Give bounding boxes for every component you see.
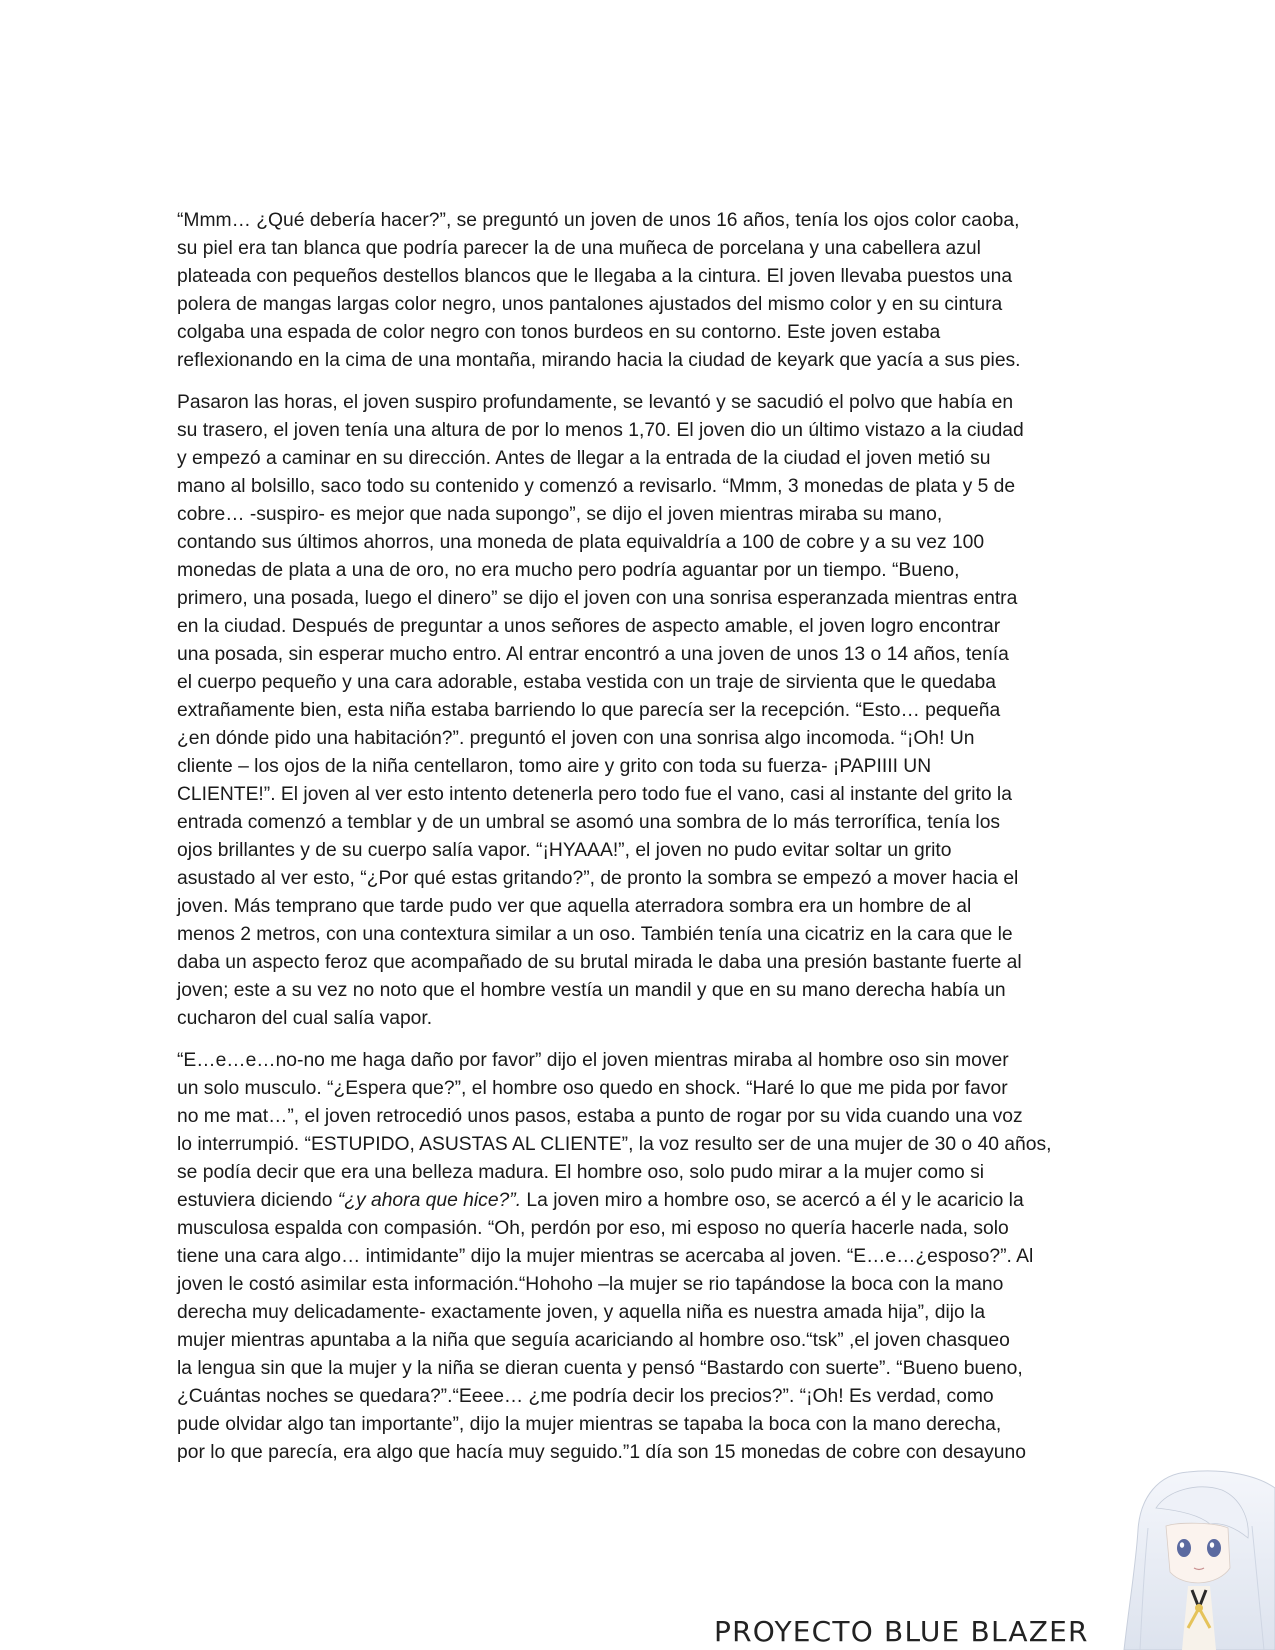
footer-brand-label: PROYECTO BLUE BLAZER (714, 1615, 1089, 1648)
text-line: entrada comenzó a temblar y de un umbral se asomó una sombra de lo más terrorífica, tenía los (177, 812, 1001, 833)
anime-girl-mascot-icon (1118, 1468, 1275, 1650)
text-line: en la ciudad. Después de preguntar a unos señores de aspecto amable, el joven logro encontrar (177, 616, 1001, 637)
text-line: plateada con pequeños destellos blancos que le llegaba a la cintura. El joven llevaba puestos una (177, 266, 1013, 287)
text-line: ¿en dónde pido una habitación?”. preguntó el joven con una sonrisa algo incomoda. “¡Oh! Un (177, 728, 975, 749)
text-line: su trasero, el joven tenía una altura de por lo menos 1,70. El joven dio un último vistazo a la ciudad (177, 420, 1024, 441)
story-text (177, 207, 1103, 1481)
text-line: por lo que parecía, era algo que hacía muy seguido.”1 día son 15 monedas de cobre con desayuno (177, 1442, 1026, 1463)
text-line: “Mmm… ¿Qué debería hacer?”, se preguntó un joven de unos 16 años, tenía los ojos color caoba, (177, 210, 1020, 231)
italic-phrase: “¿y ahora que hice?”. (337, 1190, 522, 1211)
text-line: joven. Más temprano que tarde pudo ver que aquella aterradora sombra era un hombre de al (177, 896, 972, 917)
text-line: tiene una cara algo… intimidante” dijo la mujer mientras se acercaba al joven. “E…e…¿esposo?”. Al (177, 1246, 1034, 1267)
text-line: menos 2 metros, con una contextura similar a un oso. También tenía una cicatriz en la cara que le (177, 924, 1013, 945)
text-line: cliente – los ojos de la niña centellaron, tomo aire y grito con toda su fuerza- ¡PAPIIII UN (177, 756, 932, 777)
text-line: una posada, sin esperar mucho entro. Al entrar encontró a una joven de unos 13 o 14 años, tenía (177, 644, 1009, 665)
text-line: joven le costó asimilar esta información.“Hohoho –la mujer se rio tapándose la boca con la mano (177, 1274, 1004, 1295)
text-line: el cuerpo pequeño y una cara adorable, estaba vestida con un traje de sirvienta que le quedaba (177, 672, 996, 693)
text-line: no me mat…”, el joven retrocedió unos pasos, estaba a punto de rogar por su vida cuando una voz (177, 1106, 1023, 1127)
text-line: ¿Cuántas noches se quedara?”.“Eeee… ¿me podría decir los precios?”. “¡Oh! Es verdad, como (177, 1386, 994, 1407)
text-line: reflexionando en la cima de una montaña, mirando hacia la ciudad de keyark que yacía a sus pies. (177, 350, 1021, 371)
text-line: daba un aspecto feroz que acompañado de su brutal mirada le daba una presión bastante fuerte al (177, 952, 1022, 973)
paragraph-1 (177, 207, 1103, 375)
text-line: pude olvidar algo tan importante”, dijo la mujer mientras se tapaba la boca con la mano derecha, (177, 1414, 1002, 1435)
text-line: Pasaron las horas, el joven suspiro profundamente, se levantó y se sacudió el polvo que había en (177, 392, 1014, 413)
text-line: lo interrumpió. “ESTUPIDO, ASUSTAS AL CLIENTE”, la voz resulto ser de una mujer de 30 o 40 años, (177, 1134, 1052, 1155)
text-line: extrañamente bien, esta niña estaba barriendo lo que parecía ser la recepción. “Esto… pequeña (177, 700, 1001, 721)
text-line: un solo musculo. “¿Espera que?”, el hombre oso quedo en shock. “Haré lo que me pida por favor (177, 1078, 1008, 1099)
text-line: mano al bolsillo, saco todo su contenido y comenzó a revisarlo. “Mmm, 3 monedas de plata y 5 de (177, 476, 1016, 497)
text-line: polera de mangas largas color negro, unos pantalones ajustados del mismo color y en su cintura (177, 294, 1003, 315)
text-line: derecha muy delicadamente- exactamente joven, y aquella niña es nuestra amada hija”, dijo la (177, 1302, 986, 1323)
text-line: “E…e…e…no-no me haga daño por favor” dijo el joven mientras miraba al hombre oso sin mover (177, 1050, 1009, 1071)
text-line: y empezó a caminar en su dirección. Antes de llegar a la entrada de la ciudad el joven metió su (177, 448, 991, 469)
text-line: colgaba una espada de color negro con tonos burdeos en su contorno. Este joven estaba (177, 322, 941, 343)
text-line: joven; este a su vez no noto que el hombre vestía un mandil y que en su mano derecha había un (177, 980, 1006, 1001)
text-line: monedas de plata a una de oro, no era mucho pero podría aguantar por un tiempo. “Bueno, (177, 560, 960, 581)
text-line: su piel era tan blanca que podría parecer la de una muñeca de porcelana y una cabellera azul (177, 238, 981, 259)
paragraph-2 (177, 389, 1103, 1033)
text-line: musculosa espalda con compasión. “Oh, perdón por eso, mi esposo no quería hacerle nada, solo (177, 1218, 1009, 1239)
text-line: mujer mientras apuntaba a la niña que seguía acariciando al hombre oso.“tsk” ,el joven chasqueo (177, 1330, 1010, 1351)
text-line: estuviera diciendo “¿y ahora que hice?”. La joven miro a hombre oso, se acercó a él y le acaricio la (177, 1190, 1024, 1211)
text-line: se podía decir que era una belleza madura. El hombre oso, solo pudo mirar a la mujer como si (177, 1162, 985, 1183)
text-line: CLIENTE!”. El joven al ver esto intento detenerla pero todo fue el vano, casi al instante del grito la (177, 784, 1012, 805)
text-line: contando sus últimos ahorros, una moneda de plata equivaldría a 100 de cobre y a su vez 100 (177, 532, 985, 553)
paragraph-3 (177, 1047, 1103, 1467)
text-line: primero, una posada, luego el dinero” se dijo el joven con una sonrisa esperanzada mientras entra (177, 588, 1018, 609)
text-line: la lengua sin que la mujer y la niña se dieran cuenta y pensó “Bastardo con suerte”. “Bueno bueno, (177, 1358, 1023, 1379)
text-line: ojos brillantes y de su cuerpo salía vapor. “¡HYAAA!”, el joven no pudo evitar soltar un grito (177, 840, 952, 861)
text-line: cucharon del cual salía vapor. (177, 1008, 433, 1029)
text-line: asustado al ver esto, “¿Por qué estas gritando?”, de pronto la sombra se empezó a mover hacia el (177, 868, 1019, 889)
text-line: cobre… -suspiro- es mejor que nada supongo”, se dijo el joven mientras miraba su mano, (177, 504, 943, 525)
